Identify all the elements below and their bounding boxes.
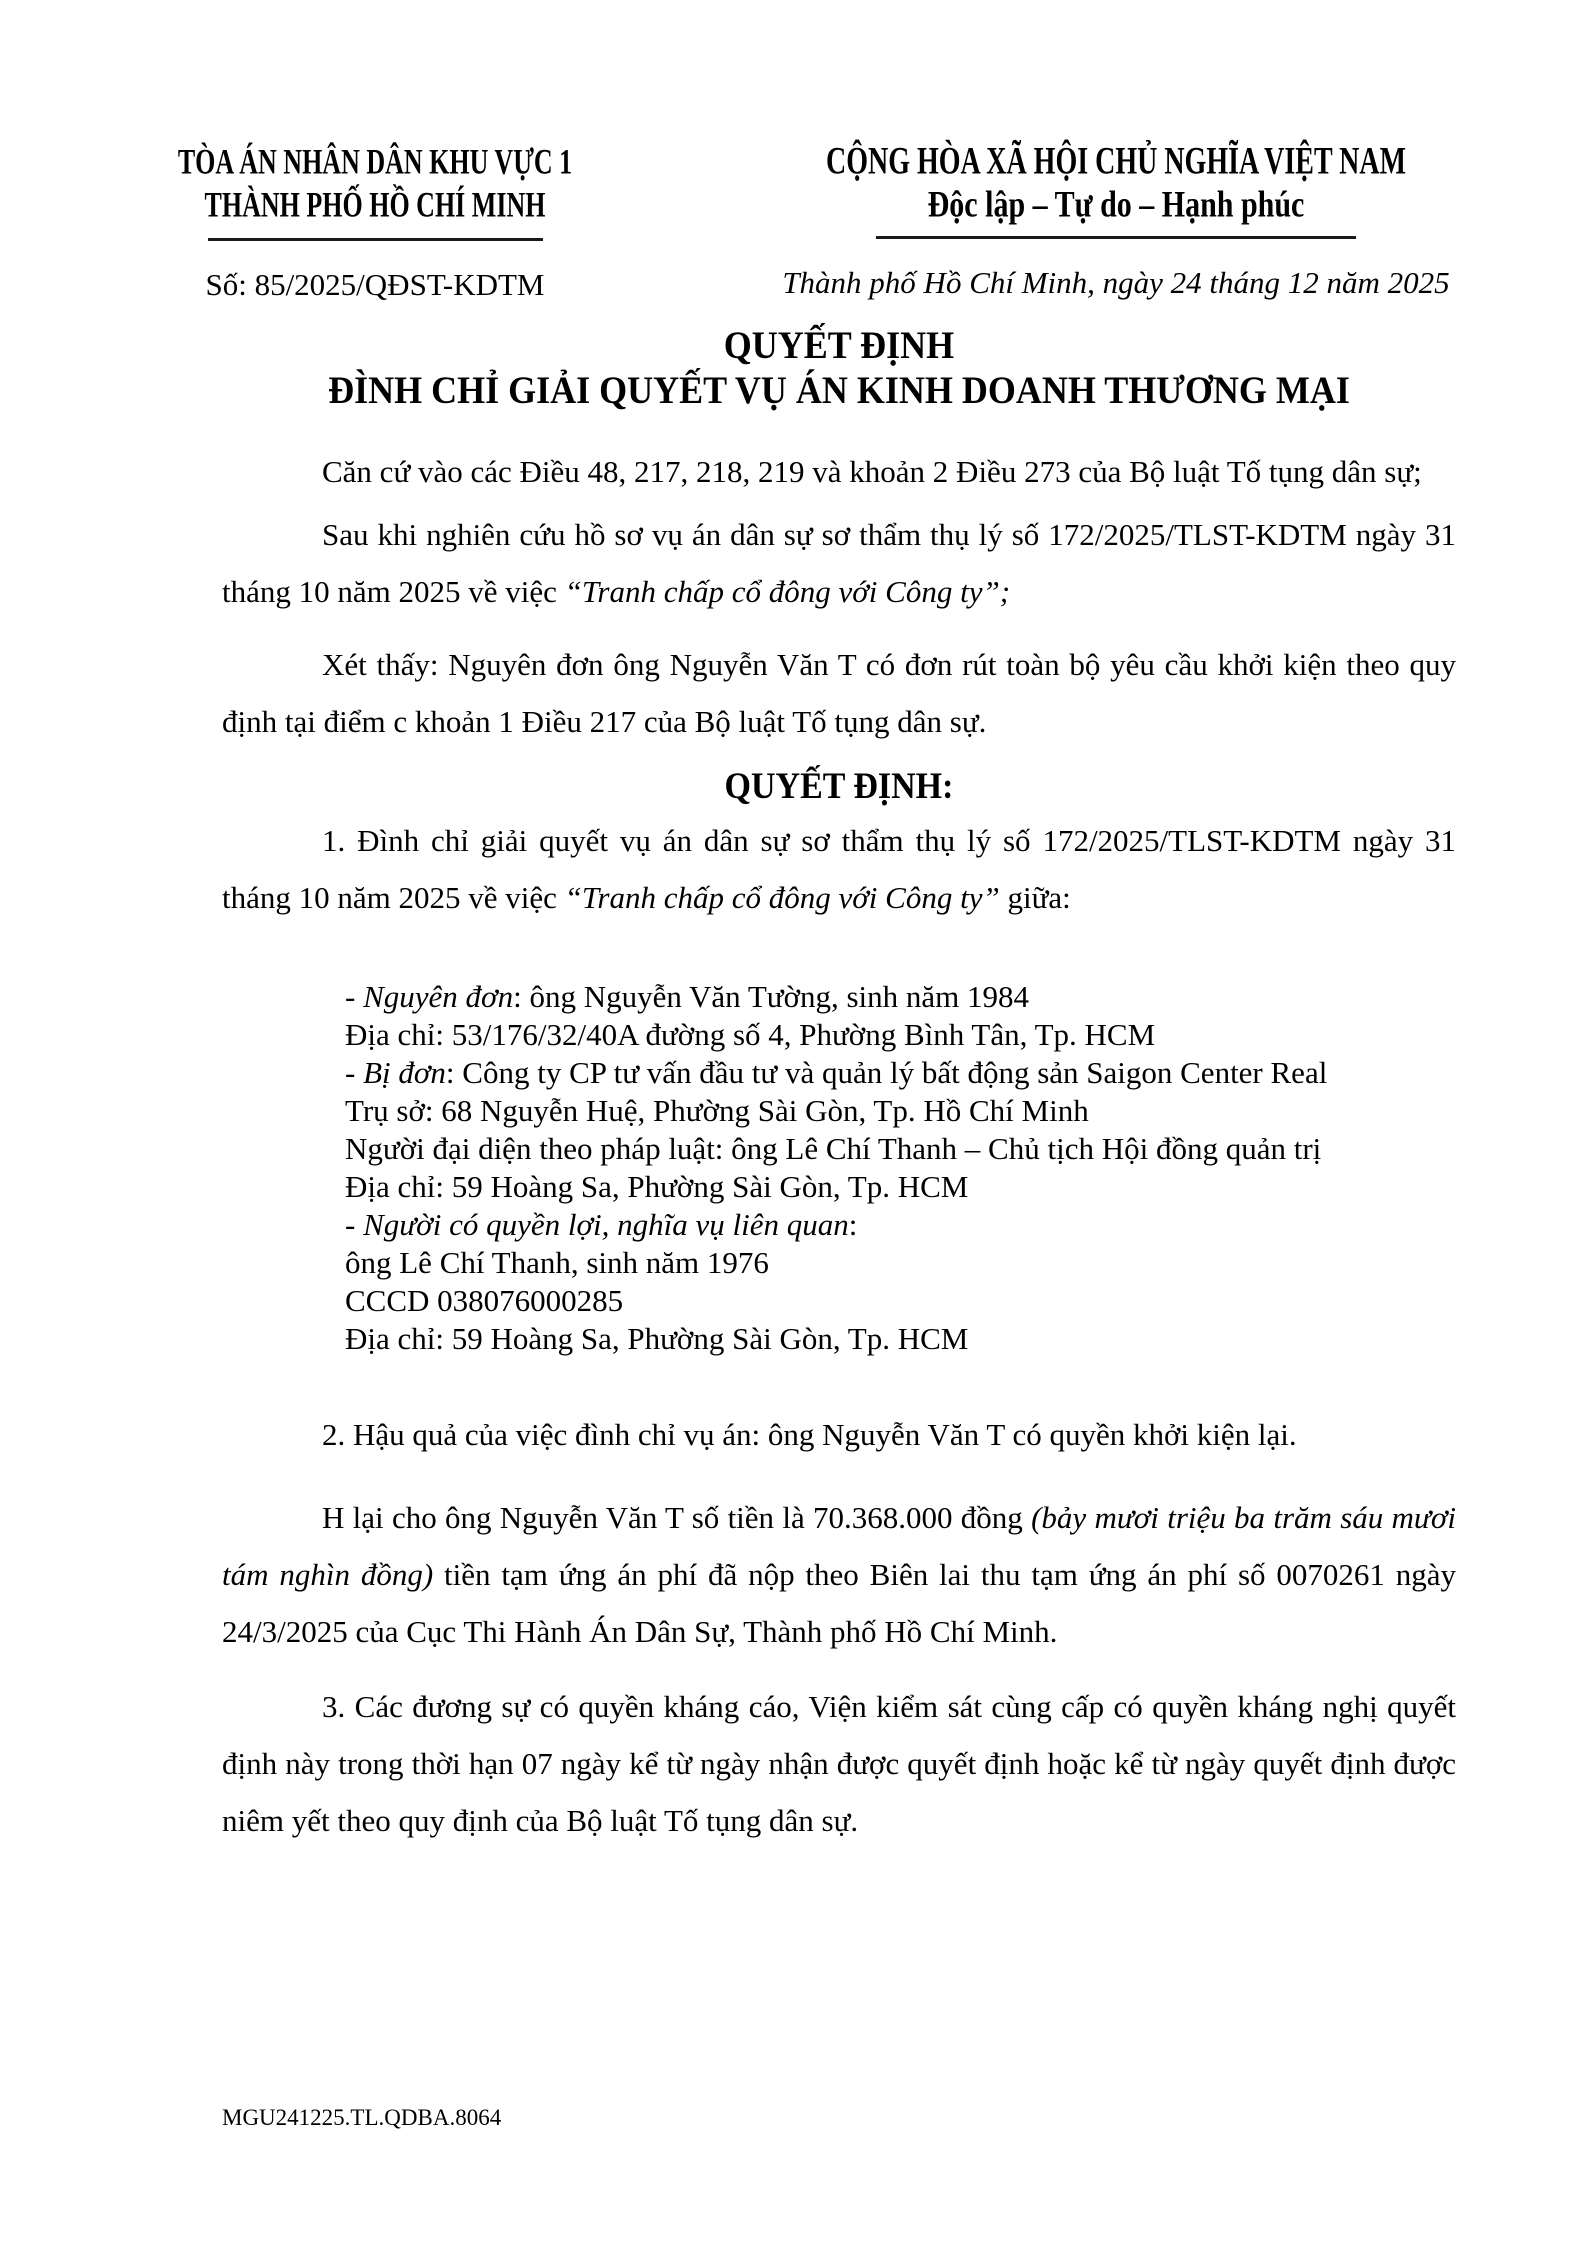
national-header-block: [736, 140, 1496, 305]
party-defendant-representative: Người đại diện theo pháp luật: ông Lê Chí Thanh – Chủ tịch Hội đồng quản trị: [345, 1131, 1322, 1166]
document-header: [160, 140, 1496, 305]
decision-refund-paragraph: [222, 1489, 1456, 1660]
preamble-paragraph-2: [222, 506, 1456, 620]
preamble-paragraph-1: Căn cứ vào các Điều 48, 217, 218, 219 và khoản 2 Điều 273 của Bộ luật Tố tụng dân sự;: [322, 454, 1422, 489]
decision-point-1-text: 1. Đình chỉ giải quyết vụ án dân sự sơ thẩm thụ lý số 172/2025/TLST-KDTM ngày 31 tháng 10 năm 2025 về việc: [222, 823, 1456, 915]
party-related-person-id: CCCD 038076000285: [345, 1283, 624, 1318]
refund-text-pre: H lại cho ông Nguyễn Văn T số tiền là 70.368.000 đồng: [322, 1500, 1032, 1535]
decision-point-1-tail: giữa:: [999, 880, 1071, 915]
party-related-person-address: Địa chỉ: 59 Hoàng Sa, Phường Sài Gòn, Tp. HCM: [345, 1321, 969, 1356]
party-related-person: [345, 1206, 1465, 1244]
party-plaintiff-label: - Nguyên đơn: [345, 979, 514, 1014]
party-plaintiff-address: Địa chỉ: 53/176/32/40A đường số 4, Phường Bình Tân, Tp. HCM: [345, 1017, 1156, 1052]
case-name-quote: “Tranh chấp cổ đông với Công ty”;: [564, 574, 1011, 609]
party-plaintiff-value: : ông Nguyễn Văn Tường, sinh năm 1984: [513, 979, 1030, 1014]
party-representative-address: Địa chỉ: 59 Hoàng Sa, Phường Sài Gòn, Tp. HCM: [345, 1169, 969, 1204]
court-header-rule: [208, 238, 543, 241]
party-list: [345, 978, 1465, 1358]
national-header-rule: [876, 236, 1356, 239]
party-defendant-value: : Công ty CP tư vấn đầu tư và quản lý bất động sản Saigon Center Real: [445, 1055, 1328, 1090]
decision-title-line1: QUYẾT ĐỊNH: [723, 322, 955, 367]
decision-point-1-case-name: “Tranh chấp cổ đông với Công ty”: [564, 880, 1000, 915]
decision-title-line2: ĐÌNH CHỈ GIẢI QUYẾT VỤ ÁN KINH DOANH THƯƠNG MẠI: [328, 367, 1350, 412]
national-title: CỘNG HÒA XÃ HỘI CHỦ NGHĨA VIỆT NAM: [825, 139, 1407, 184]
party-related-person-label: - Người có quyền lợi, nghĩa vụ liên quan: [345, 1207, 849, 1242]
decision-point-1: [222, 812, 1456, 926]
party-defendant: [345, 1054, 1465, 1092]
party-related-person-colon: :: [848, 1207, 858, 1242]
decision-number: Số: 85/2025/QĐST-KDTM: [205, 267, 545, 302]
court-name-line2: THÀNH PHỐ HỒ CHÍ MINH: [204, 184, 546, 225]
decision-title-block: [222, 323, 1456, 413]
decision-point-3: 3. Các đương sự có quyền kháng cáo, Viện kiểm sát cùng cấp có quyền kháng nghị quyết định này trong thời hạn 07 ngày kể từ ngày nhận được quyết định hoặc kể từ ngày quyết định được niêm yết theo quy định của Bộ luật Tố tụng dân sự.: [222, 1689, 1456, 1838]
refund-text-post: tiền tạm ứng án phí đã nộp theo Biên lai thu tạm ứng án phí số 0070261 ngày 24/3/2025 của Cục Thi Hành Án Dân Sự, Thành phố Hồ Chí Minh.: [222, 1557, 1457, 1649]
party-plaintiff: [345, 978, 1465, 1016]
refund-amount-in-words: (bảy mươi triệu ba trăm sáu mươi tám nghìn đồng): [222, 1500, 1456, 1592]
place-date-line: Thành phố Hồ Chí Minh, ngày 24 tháng 12 năm 2025: [782, 265, 1450, 300]
court-name-line1: TÒA ÁN NHÂN DÂN KHU VỰC 1: [177, 141, 573, 182]
preamble-paragraph-3: Xét thấy: Nguyên đơn ông Nguyễn Văn T có đơn rút toàn bộ yêu cầu khởi kiện theo quy định tại điểm c khoản 1 Điều 217 của Bộ luật Tố tụng dân sự.: [222, 647, 1456, 739]
party-defendant-label: - Bị đơn: [345, 1055, 446, 1090]
party-related-person-name: ông Lê Chí Thanh, sinh năm 1976: [345, 1245, 769, 1280]
preamble-paragraph-2-text: Sau khi nghiên cứu hồ sơ vụ án dân sự sơ thẩm thụ lý số 172/2025/TLST-KDTM ngày 31 tháng 10 năm 2025 về việc: [222, 517, 1456, 609]
decision-point-2: 2. Hậu quả của việc đình chỉ vụ án: ông Nguyễn Văn T có quyền khởi kiện lại.: [322, 1417, 1297, 1452]
footer-code: MGU241225.TL.QDBA.8064: [222, 2105, 502, 2130]
national-motto: Độc lập – Tự do – Hạnh phúc: [927, 183, 1305, 226]
decides-heading: QUYẾT ĐỊNH:: [724, 766, 954, 807]
party-defendant-office: Trụ sở: 68 Nguyễn Huệ, Phường Sài Gòn, Tp. Hồ Chí Minh: [345, 1093, 1089, 1128]
court-header-block: [160, 140, 590, 305]
